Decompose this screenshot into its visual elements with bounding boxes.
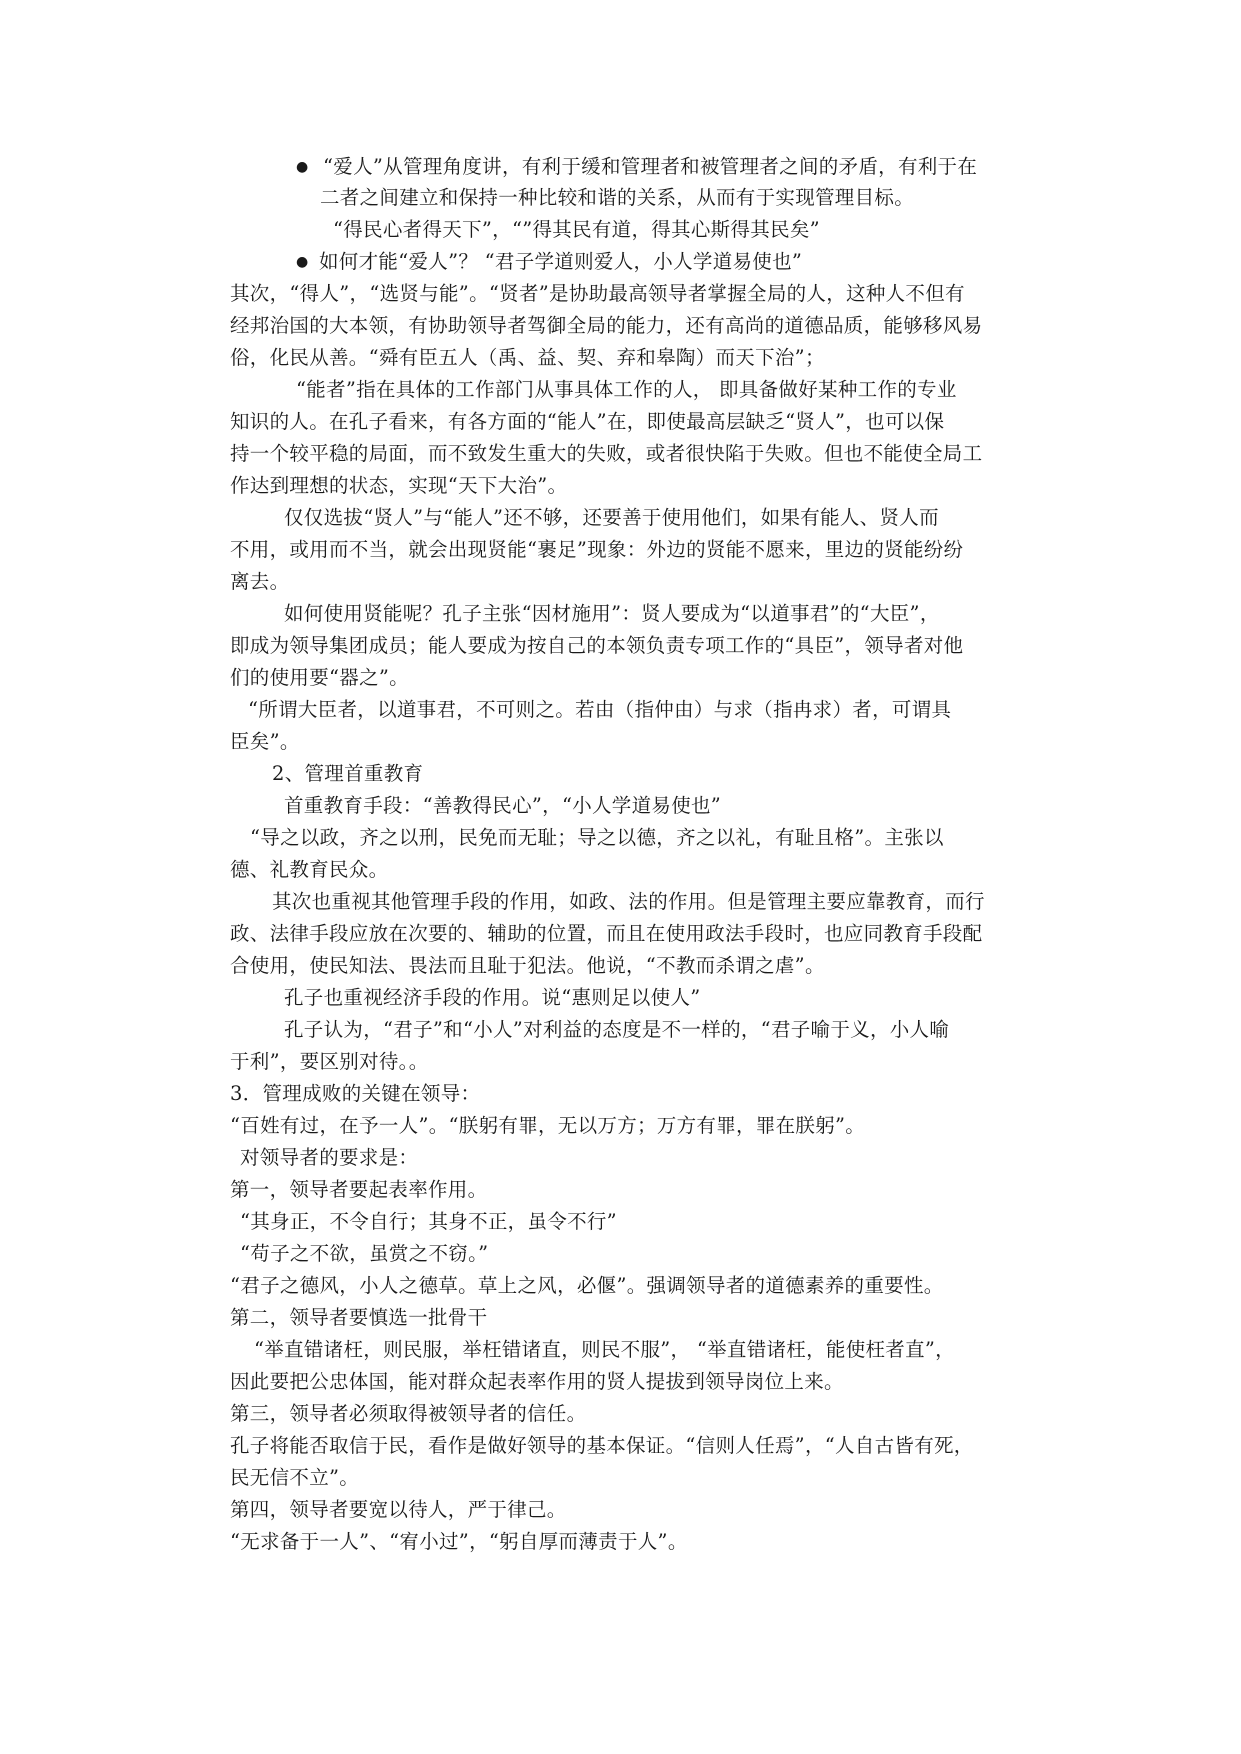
text-line: 首重教育手段：“善教得民心”，“小人学道易使也” (284, 794, 722, 817)
text-line: 第四，领导者要宽以待人，严于律己。 (230, 1498, 567, 1521)
text-line: 其次也重视其他管理手段的作用，如政、法的作用。但是管理主要应靠教育，而行 (272, 890, 985, 913)
text-line: 臣矣”。 (230, 730, 300, 753)
text-line: 政、法律手段应放在次要的、辅助的位置，而且在使用政法手段时，也应同教育手段配 (230, 922, 983, 945)
text-line: “君子之德风，小人之德草。草上之风，必偃”。强调领导者的道德素养的重要性。 (230, 1274, 944, 1297)
text-line: 如何才能“爱人”？ “君子学道则爱人，小人学道易使也” (319, 250, 803, 273)
text-line: “举直错诸枉，则民服，举枉错诸直，则民不服”， “举直错诸枉，能使枉者直”， (254, 1338, 955, 1361)
text-line: “爱人”从管理角度讲，有利于缓和管理者和被管理者之间的矛盾，有利于在 (323, 155, 978, 178)
text-line: 因此要把公忠体国，能对群众起表率作用的贤人提拔到领导岗位上来。 (230, 1370, 844, 1393)
text-line: 于利”，要区别对待。。 (230, 1050, 429, 1073)
text-line: 其次，“得人”，“选贤与能”。“贤者”是协助最高领导者掌握全局的人，这种人不但有 (230, 282, 965, 305)
text-line: 仅仅选拔“贤人”与“能人”还不够，还要善于使用他们，如果有能人、贤人而 (284, 506, 939, 529)
text-line: 俗，化民从善。“舜有臣五人（禹、益、契、弃和皋陶）而天下治”； (230, 346, 825, 369)
text-line: 二者之间建立和保持一种比较和谐的关系，从而有于实现管理目标。 (320, 186, 915, 209)
text-line: “其身正，不令自行；其身不正，虽令不行” (240, 1210, 617, 1233)
section-heading: 2、管理首重教育 (272, 762, 424, 785)
text-line: 即成为领导集团成员；能人要成为按自己的本领负责专项工作的“具臣”，领导者对他 (230, 634, 964, 657)
text-line: 孔子也重视经济手段的作用。说“惠则足以使人” (284, 986, 701, 1009)
text-line: 持一个较平稳的局面，而不致发生重大的失败，或者很快陷于失败。但也不能使全局工 (230, 442, 983, 465)
text-line: 不用，或用而不当，就会出现贤能“裹足”现象：外边的贤能不愿来，里边的贤能纷纷 (230, 538, 964, 561)
text-line: “导之以政，齐之以刑，民免而无耻；导之以德，齐之以礼，有耻且格”。主张以 (250, 826, 944, 849)
text-line: 对领导者的要求是： (240, 1146, 419, 1169)
text-line: “所谓大臣者，以道事君，不可则之。若由（指仲由）与求（指冉求）者，可谓具 (248, 698, 952, 721)
text-line: 第二，领导者要慎选一批骨干 (230, 1306, 488, 1329)
text-line: “苟子之不欲，虽赏之不窃。” (240, 1242, 489, 1265)
text-line: 合使用，使民知法、畏法而且耻于犯法。他说，“不教而杀谓之虐”。 (230, 954, 825, 977)
text-line: 如何使用贤能呢？孔子主张“因材施用”：贤人要成为“以道事君”的“大臣”， (284, 602, 940, 625)
bullet-icon: ● (296, 254, 309, 270)
text-line: 作达到理想的状态，实现“天下大治”。 (230, 474, 568, 497)
text-line: 第一，领导者要起表率作用。 (230, 1178, 488, 1201)
text-line: 第三，领导者必须取得被领导者的信任。 (230, 1402, 587, 1425)
text-line: 知识的人。在孔子看来，有各方面的“能人”在，即使最高层缺乏“贤人”，也可以保 (230, 410, 945, 433)
text-line: 德、礼教育民众。 (230, 858, 389, 881)
text-line: “得民心者得天下”，“”得其民有道，得其心斯得其民矣” (333, 218, 820, 241)
text-line: 孔子将能否取信于民，看作是做好领导的基本保证。“信则人任焉”，“人自古皆有死， (230, 1434, 974, 1457)
text-line: “无求备于一人”、“宥小过”，“躬自厚而薄责于人”。 (230, 1530, 688, 1553)
bullet-icon: ● (296, 159, 309, 175)
text-line: 们的使用要“器之”。 (230, 666, 409, 689)
text-line: 经邦治国的大本领，有协助领导者驾御全局的能力，还有高尚的道德品质，能够移风易 (230, 314, 983, 337)
text-line: “百姓有过，在予一人”。“朕躬有罪，无以万方；万方有罪，罪在朕躬”。 (230, 1114, 866, 1137)
section-heading: 3．管理成败的关键在领导： (230, 1082, 481, 1105)
text-line: 民无信不立”。 (230, 1466, 360, 1489)
text-line: “能者”指在具体的工作部门从事具体工作的人， 即具备做好某种工作的专业 (296, 378, 957, 401)
text-line: 孔子认为，“君子”和“小人”对利益的态度是不一样的，“君子喻于义，小人喻 (284, 1018, 950, 1041)
text-line: 离去。 (230, 570, 290, 593)
